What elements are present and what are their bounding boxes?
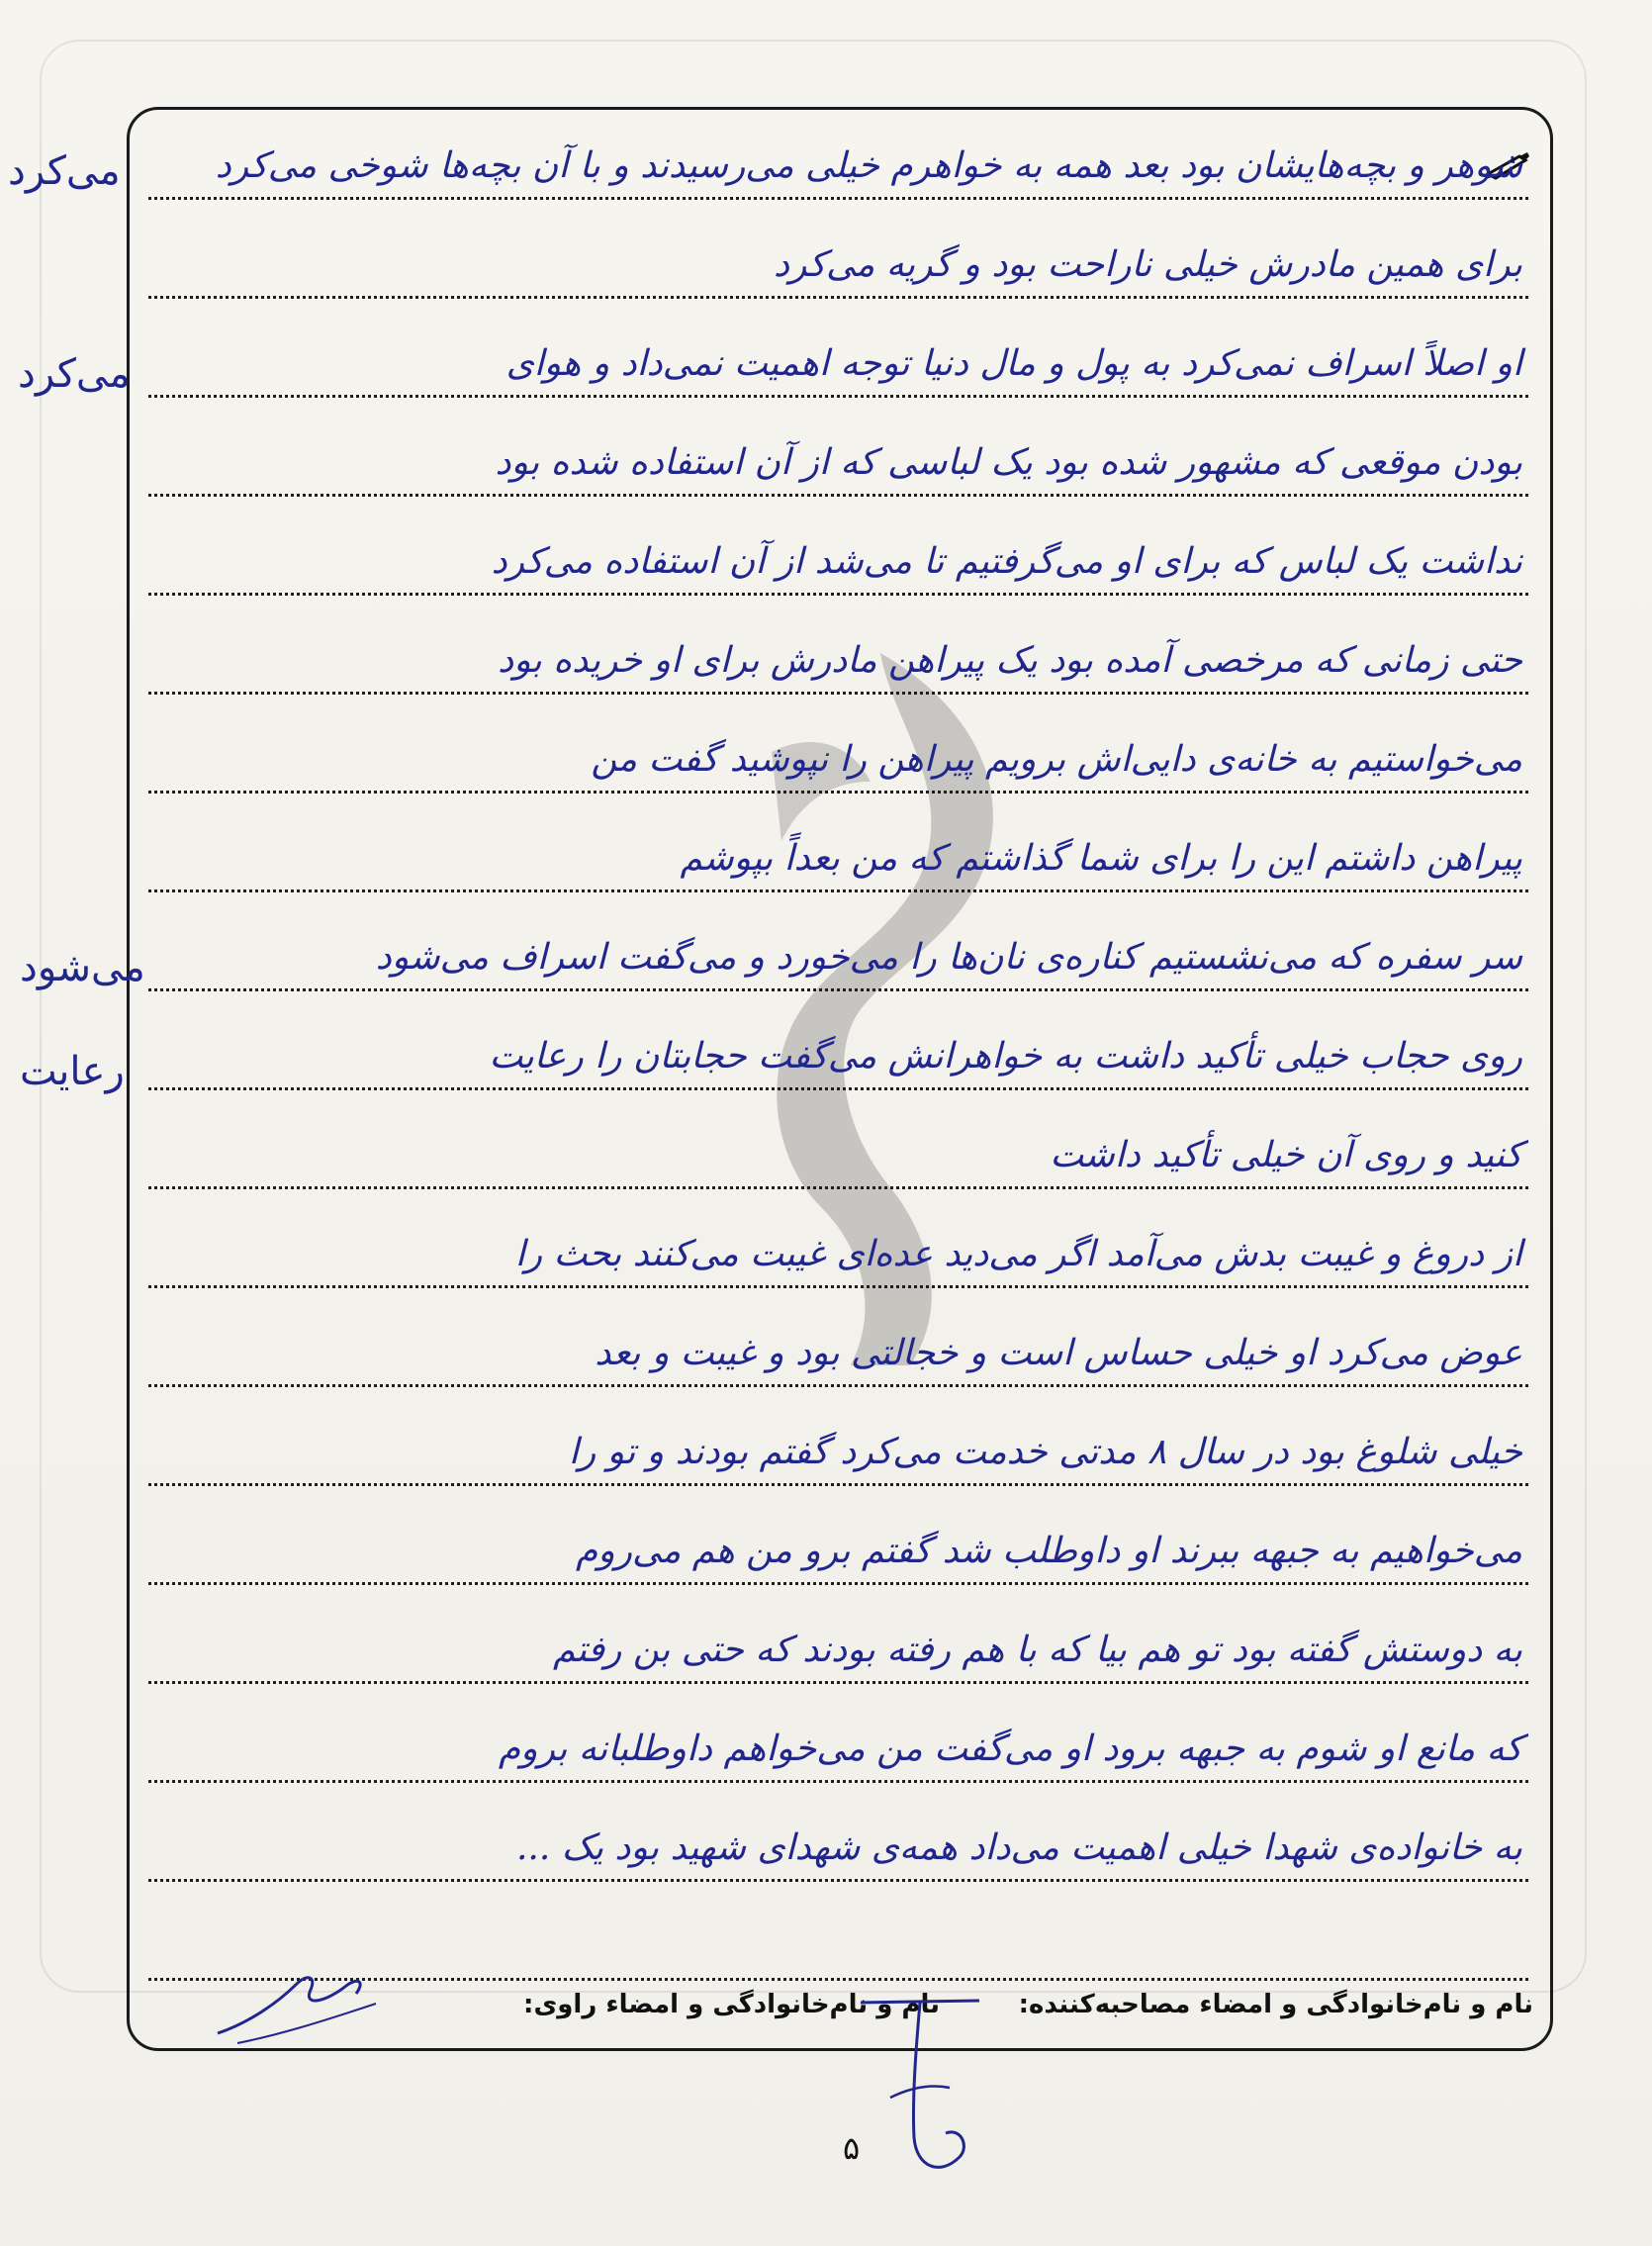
text-line-18: به خانواده‌ی شهدا خیلی اهمیت می‌داد همه‌ی شهدای شهید بود یک ... bbox=[148, 1821, 1528, 1882]
narrator-signature-label: نام و نام‌خانوادگی و امضاء راوی: bbox=[523, 1990, 940, 2019]
text-line-6: حتی زمانی که مرخصی آمده بود یک پیراهن مادرش برای او خریده بود bbox=[148, 633, 1528, 695]
text-line-13: عوض می‌کرد او خیلی حساس است و خجالتی بود و غیبت و بعد bbox=[148, 1326, 1528, 1387]
page-number: ۵ bbox=[843, 2129, 861, 2167]
text-line-2: برای همین مادرش خیلی ناراحت بود و گریه می‌کرد bbox=[148, 237, 1528, 299]
margin-note-line3: می‌کرد bbox=[18, 351, 131, 397]
text-line-15: می‌خواهیم به جبهه ببرند او داوطلب شد گفتم برو من هم می‌روم bbox=[148, 1524, 1528, 1585]
text-line-11: کنید و روی آن خیلی تأکید داشت bbox=[148, 1128, 1528, 1189]
text-line-5: نداشت یک لباس که برای او می‌گرفتیم تا می‌شد از آن استفاده می‌کرد bbox=[148, 534, 1528, 596]
interviewer-signature-label: نام و نام‌خانوادگی و امضاء مصاحبه‌کننده: bbox=[1018, 1990, 1533, 2019]
text-line-14: خیلی شلوغ بود در سال ۸ مدتی خدمت می‌کرد گفتم بودند و تو را bbox=[148, 1425, 1528, 1486]
text-line-4: بودن موقعی که مشهور شده بود یک لباسی که از آن استفاده شده بود bbox=[148, 435, 1528, 497]
text-line-9: سر سفره که می‌نشستیم کناره‌ی نان‌ها را می‌خورد و می‌گفت اسراف می‌شود bbox=[148, 930, 1528, 991]
text-line-8: پیراهن داشتم این را برای شما گذاشتم که من بعداً بپوشم bbox=[148, 831, 1528, 892]
text-line-16: به دوستش گفته بود تو هم بیا که با هم رفته بودند که حتی بن رفتم bbox=[148, 1623, 1528, 1684]
margin-note-line9: می‌شود bbox=[20, 945, 145, 990]
margin-note-line10: رعایت bbox=[20, 1049, 125, 1094]
text-line-10: روی حجاب خیلی تأکید داشت به خواهرانش می‌گفت حجابتان را رعایت bbox=[148, 1029, 1528, 1090]
text-line-17: که مانع او شوم به جبهه برود او می‌گفت من می‌خواهم داوطلبانه بروم bbox=[148, 1722, 1528, 1783]
text-line-7: می‌خواستیم به خانه‌ی دایی‌اش برویم پیراهن را نپوشید گفت من bbox=[148, 732, 1528, 794]
interviewer-signature bbox=[851, 1989, 999, 2187]
margin-note-line1: می‌کرد bbox=[8, 148, 121, 194]
text-line-3: او اصلاً اسراف نمی‌کرد به پول و مال دنیا توجه اهمیت نمی‌داد و هوای bbox=[148, 336, 1528, 398]
text-line-1: شوهر و بچه‌هایشان بود بعد همه به خواهرم خیلی می‌رسیدند و با آن بچه‌ها شوخی می‌کرد bbox=[148, 139, 1528, 200]
text-line-12: از دروغ و غیبت بدش می‌آمد اگر می‌دید عده‌ای غیبت می‌کنند بحث را bbox=[148, 1227, 1528, 1288]
narrator-signature bbox=[208, 1964, 396, 2053]
